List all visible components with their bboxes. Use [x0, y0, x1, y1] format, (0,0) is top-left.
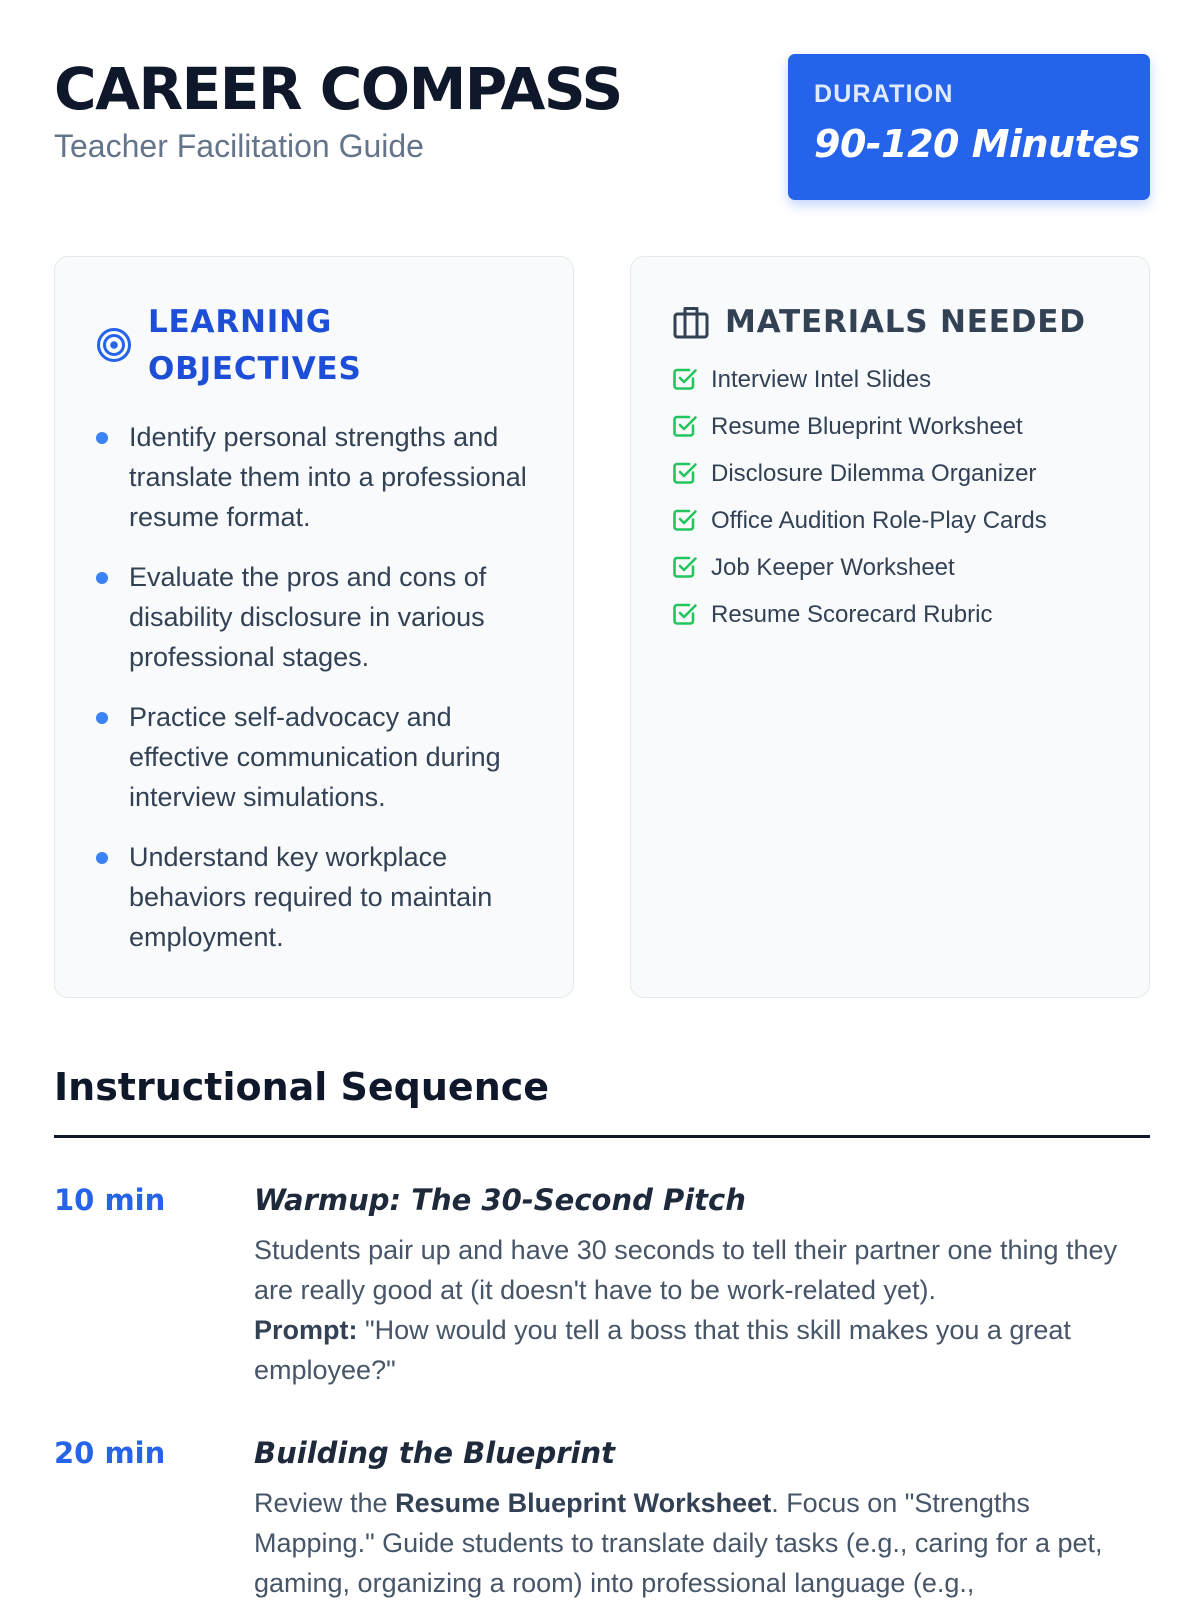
- prompt-label: Prompt:: [254, 1315, 358, 1345]
- objective-text: Identify personal strengths and translate them into a professional resume format.: [129, 422, 527, 532]
- material-text: Resume Scorecard Rubric: [711, 601, 993, 628]
- step-duration: 20 min: [54, 1436, 166, 1470]
- objective-item: [95, 417, 555, 537]
- facilitation-guide-page: [54, 0, 1150, 1600]
- section-divider: [54, 1135, 1150, 1138]
- prompt-text: "How would you tell a boss that this skill makes you a great employee?": [254, 1315, 1071, 1385]
- bullet-icon: [96, 712, 108, 724]
- step-text: Students pair up and have 30 seconds to tell their partner one thing they are really good at (it doesn't have to be work-related yet).: [254, 1235, 1118, 1305]
- instructional-sequence-title: Instructional Sequence: [54, 1065, 550, 1109]
- objective-item: [95, 837, 555, 957]
- check-square-icon: [672, 507, 698, 533]
- objective-text: Understand key workplace behaviors required to maintain employment.: [129, 842, 493, 952]
- page-title: CAREER COMPASS: [54, 55, 622, 123]
- material-text: Resume Blueprint Worksheet: [711, 413, 1023, 440]
- materials-list: [672, 365, 1132, 647]
- material-text: Job Keeper Worksheet: [711, 554, 955, 581]
- duration-label: DURATION: [814, 80, 954, 108]
- briefcase-icon: [672, 303, 710, 341]
- step-title: Warmup: The 30-Second Pitch: [254, 1183, 746, 1217]
- objective-item: [95, 697, 555, 817]
- bullet-icon: [96, 852, 108, 864]
- objective-item: [95, 557, 555, 677]
- step-description: [254, 1483, 1124, 1603]
- check-square-icon: [672, 366, 698, 392]
- bullet-icon: [96, 432, 108, 444]
- step-text: Review the: [254, 1488, 388, 1518]
- material-item: [672, 600, 1132, 647]
- material-text: Disclosure Dilemma Organizer: [711, 460, 1037, 487]
- learning-objectives-card: [54, 256, 574, 998]
- objective-text: Practice self-advocacy and effective communication during interview simulations.: [129, 702, 501, 812]
- check-square-icon: [672, 601, 698, 627]
- page-subtitle: Teacher Facilitation Guide: [54, 128, 424, 164]
- check-square-icon: [672, 460, 698, 486]
- step-description: [254, 1230, 1124, 1390]
- material-item: [672, 506, 1132, 553]
- step-duration: 10 min: [54, 1183, 166, 1217]
- step-content: [254, 1180, 1124, 1390]
- step-content: [254, 1433, 1124, 1603]
- target-icon: [96, 327, 132, 363]
- objective-text: Evaluate the pros and cons of disability disclosure in various professional stages.: [129, 562, 487, 672]
- step-text: . Focus on "Strengths Mapping." Guide students to translate daily tasks (e.g., caring for a pet, gaming, organizing a room) into professional language (e.g.,: [254, 1488, 1103, 1598]
- check-square-icon: [672, 413, 698, 439]
- materials-needed-title: MATERIALS NEEDED: [725, 304, 1086, 340]
- material-item: [672, 459, 1132, 506]
- material-text: Interview Intel Slides: [711, 366, 932, 393]
- material-item: [672, 553, 1132, 600]
- learning-objectives-title: LEARNING OBJECTIVES: [148, 304, 362, 387]
- step-title: Building the Blueprint: [254, 1436, 615, 1470]
- duration-badge: [788, 54, 1150, 200]
- header: [54, 52, 1150, 202]
- material-item: [672, 412, 1132, 459]
- objectives-list: [95, 417, 555, 977]
- bullet-icon: [96, 572, 108, 584]
- material-item: [672, 365, 1132, 412]
- duration-value: 90-120 Minutes: [814, 122, 1140, 166]
- material-text: Office Audition Role-Play Cards: [711, 507, 1047, 534]
- check-square-icon: [672, 554, 698, 580]
- materials-needed-card: [630, 256, 1150, 998]
- worksheet-reference: Resume Blueprint Worksheet: [395, 1488, 772, 1518]
